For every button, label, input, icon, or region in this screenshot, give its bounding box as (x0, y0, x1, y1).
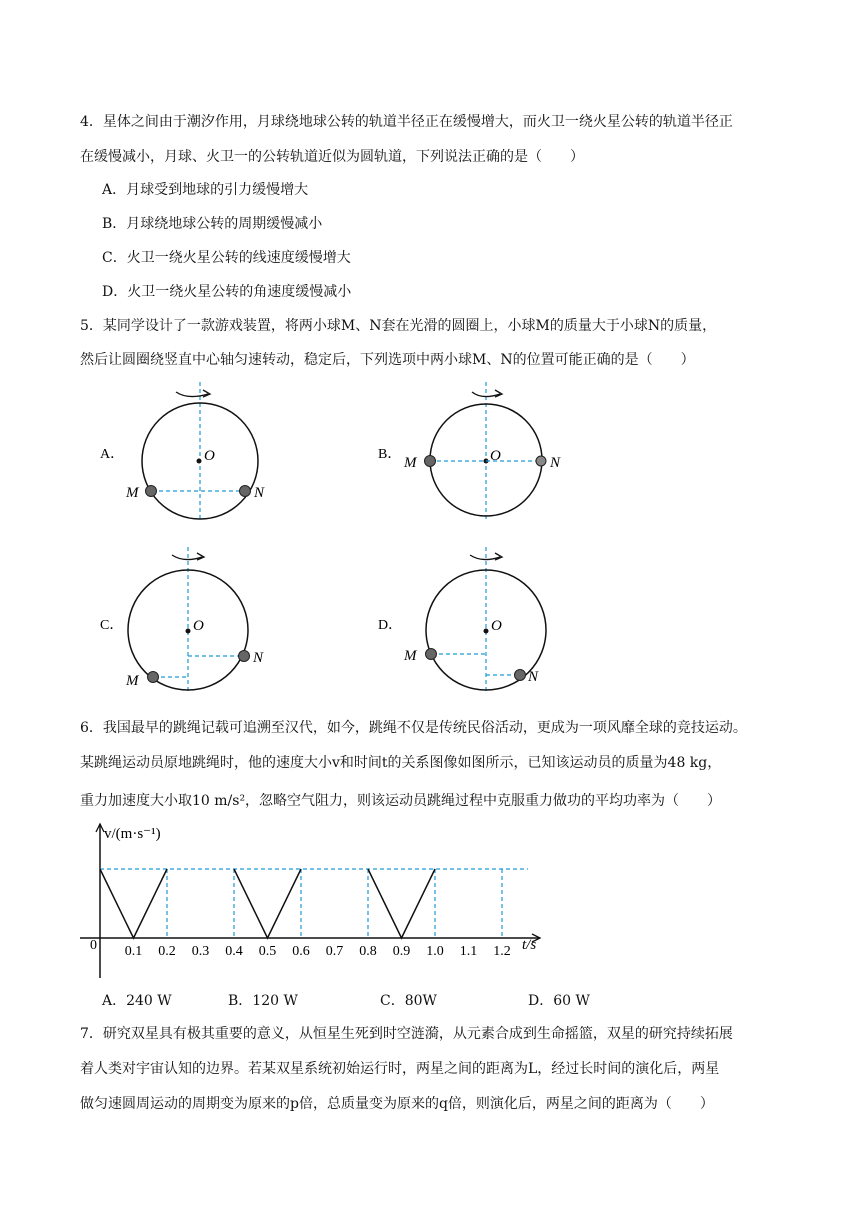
q6-answer-d: D．60 W (528, 993, 590, 1009)
figure-d-label: D． (378, 618, 403, 633)
q5-figure-b (374, 380, 594, 530)
graph-velocity-segment (234, 869, 301, 938)
ball-n-label: N (528, 669, 539, 685)
graph-tick-label: 0.9 (392, 944, 411, 959)
q4-option-d: D．火卫一绕火星公转的角速度缓慢减小 (102, 284, 352, 300)
graph-velocity-segment (100, 869, 167, 938)
graph-tick-label: 0.2 (158, 944, 176, 959)
center-o-label: O (193, 618, 204, 634)
q4-stem-line1: 4．星体之间由于潮汐作用，月球绕地球公转的轨道半径正在缓慢增大，而火卫一绕火星公转的轨道半径正 (80, 114, 733, 130)
graph-origin-label: 0 (90, 938, 97, 953)
q5-stem-line1: 5．某同学设计了一款游戏装置，将两小球M、N套在光滑的圆圈上，小球M的质量大于小球N的质量， (80, 318, 717, 334)
graph-tick-label: 0.3 (191, 944, 210, 959)
center-o-label: O (491, 618, 502, 634)
center-o-label: O (490, 448, 501, 464)
graph-x-axis-label: t/s (522, 937, 537, 953)
q6-stem-line2: 某跳绳运动员原地跳绳时，他的速度大小v和时间t的关系图像如图所示，已知该运动员的质量为48 kg， (80, 755, 722, 771)
graph-velocity-segment (368, 869, 435, 938)
graph-tick-label: 1.0 (426, 944, 444, 959)
center-o-label: O (204, 448, 215, 464)
ball-m-label: M (126, 485, 139, 501)
q4-option-a: A．月球受到地球的引力缓慢增大 (102, 182, 309, 198)
q4-option-b: B．月球绕地球公转的周期缓慢减小 (102, 216, 323, 232)
q6-answer-b: B．120 W (228, 993, 298, 1009)
q7-stem-line1: 7．研究双星具有极其重要的意义，从恒星生死到时空涟漪，从元素合成到生命摇篮，双星的研究持续拓展 (80, 1026, 733, 1042)
graph-tick-label: 0.4 (225, 944, 243, 959)
graph-tick-label: 0.5 (258, 944, 277, 959)
q6-answer-c: C．80W (380, 993, 437, 1009)
ball-m-label: M (404, 455, 417, 471)
q6-stem-line3: 重力加速度大小取10 m/s²，忽略空气阻力，则该运动员跳绳过程中克服重力做功的平均功率为（ ） (80, 793, 722, 809)
ball-n-label: N (253, 650, 264, 666)
graph-tick-label: 0.7 (325, 944, 344, 959)
q5-figure-d (374, 545, 594, 695)
q5-figure-a (96, 380, 296, 530)
q6-answer-a: A．240 W (102, 993, 172, 1009)
graph-tick-label: 1.2 (493, 944, 511, 959)
graph-tick-label: 0.8 (359, 944, 377, 959)
graph-tick-label: 0.6 (292, 944, 310, 959)
q5-figure-c (96, 545, 296, 695)
graph-tick-label: 0.1 (124, 944, 143, 959)
ball-n-label: N (254, 485, 265, 501)
q5-stem-line2: 然后让圆圈绕竖直中心轴匀速转动，稳定后，下列选项中两小球M、N的位置可能正确的是（ ） (80, 352, 695, 368)
q7-stem-line2: 着人类对宇宙认知的边界。若某双星系统初始运行时，两星之间的距离为L，经过长时间的演化后，两星 (80, 1061, 720, 1077)
graph-y-axis-label: v/(m·s⁻¹) (104, 826, 161, 842)
figure-b-label: B． (378, 447, 402, 462)
q6-stem-line1: 6．我国最早的跳绳记载可追溯至汉代，如今，跳绳不仅是传统民俗活动，更成为一项风靡全球的竞技运动。 (80, 720, 747, 736)
q7-stem-line3: 做匀速圆周运动的周期变为原来的p倍，总质量变为原来的q倍，则演化后，两星之间的距离为（ ） (80, 1096, 714, 1112)
graph-tick-labels (125, 944, 511, 959)
q4-option-c: C．火卫一绕火星公转的线速度缓慢增大 (102, 250, 351, 266)
ball-m-label: M (126, 673, 139, 689)
q6-velocity-time-graph (70, 818, 560, 988)
ball-m-label: M (404, 648, 417, 664)
figure-a-label: A． (100, 447, 125, 462)
figure-c-label: C． (100, 618, 124, 633)
graph-tick-label: 1.1 (459, 944, 478, 959)
q4-stem-line2: 在缓慢减小，月球、火卫一的公转轨道近似为圆轨道，下列说法正确的是（ ） (80, 149, 584, 165)
ball-n-label: N (550, 455, 561, 471)
